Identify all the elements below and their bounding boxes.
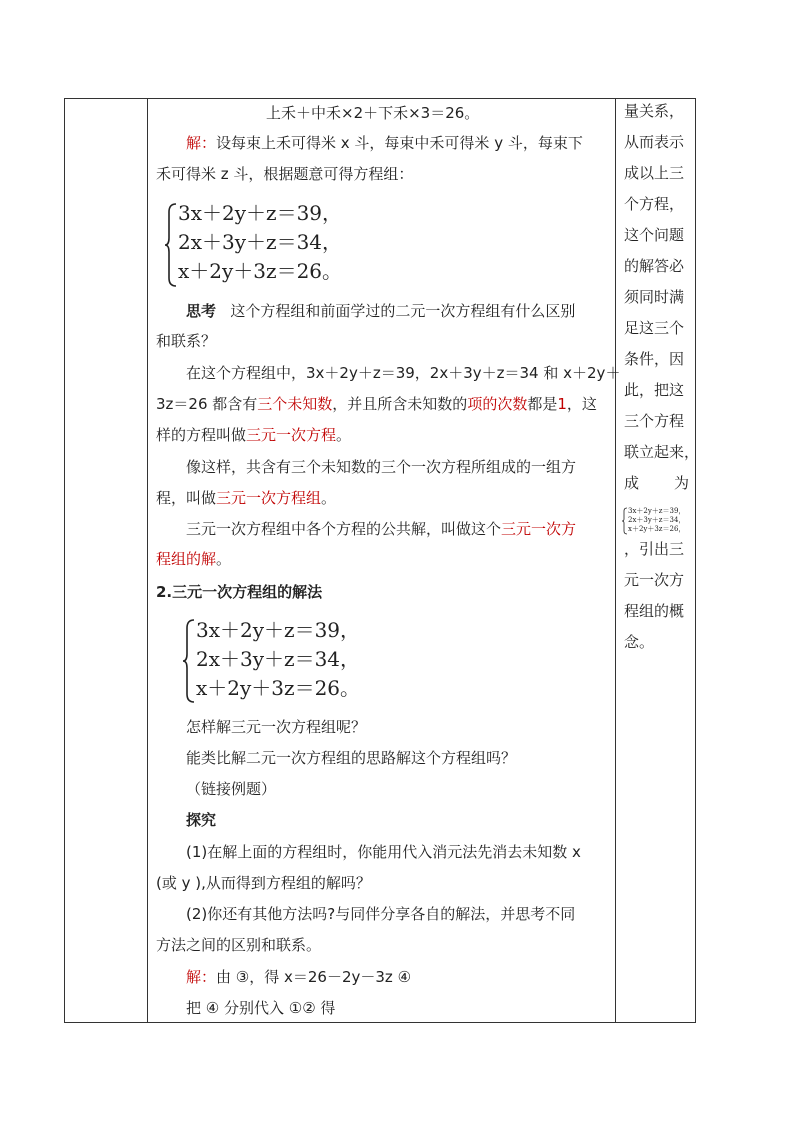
equation-line: 上禾＋中禾×2＋下禾×3＝26。	[266, 104, 480, 122]
note-line: 这个问题	[624, 226, 685, 244]
system2-eq2: 2x＋3y＋z＝34，	[196, 647, 361, 671]
explore-1-line2: (或 y ),从而得到方程组的解吗？	[156, 874, 371, 892]
solution-text: 设每束上禾可得米 x 斗，每束中禾可得米 y 斗，每束下	[216, 134, 583, 152]
para1-text: ，并且所含未知数的	[332, 395, 468, 413]
note-line: 足这三个	[624, 319, 685, 337]
notes-column	[616, 98, 700, 1023]
definition-term: 三元一次方	[501, 520, 577, 538]
highlight-term: 项的次数	[467, 395, 528, 413]
para2-text: 程，叫做	[156, 489, 217, 507]
definition-term: 三元一次方程组	[216, 489, 322, 507]
solution-label: 解：	[186, 968, 217, 986]
note-line: 元一次方	[624, 571, 685, 589]
note-line: 从而表示	[624, 133, 685, 151]
highlight-term: 三个未知数	[257, 395, 333, 413]
note-line: 的解答必	[624, 257, 685, 275]
mini-eq2: 2x＋3y＋z＝34，	[628, 516, 686, 524]
para1-line2	[156, 394, 597, 414]
think-text-cont: 和联系？	[156, 332, 217, 350]
para1-text: 。	[336, 426, 352, 444]
system2-eq3: x＋2y＋3z＝26。	[196, 676, 361, 700]
note-line: 成	[624, 474, 640, 492]
para2-line1: 像这样，共含有三个未知数的三个一次方程所组成的一组方	[186, 458, 577, 476]
para1-line3	[156, 425, 351, 445]
note-line: 条件，因	[624, 350, 685, 368]
system1-eq2: 2x＋3y＋z＝34，	[178, 230, 343, 254]
think-paragraph	[186, 301, 575, 321]
note-line: 量关系，	[624, 102, 685, 120]
main-column	[148, 98, 621, 1023]
para3-text: 三元一次方程组中各个方程的公共解，叫做这个	[186, 520, 502, 538]
explore-2-line1: (2)你还有其他方法吗?与同伴分享各自的解法，并思考不同	[186, 905, 576, 923]
highlight-term: 1	[557, 395, 567, 413]
example-link[interactable]: （链接例题）	[186, 780, 277, 798]
para1-text: 3z＝26 都含有	[156, 395, 258, 413]
note-line: 三个方程	[624, 412, 685, 430]
solution-text-cont: 禾可得米 z 斗，根据题意可得方程组：	[156, 165, 414, 183]
para1-text: ，这	[566, 395, 597, 413]
think-label: 思考	[186, 302, 217, 320]
para3-text: 。	[216, 550, 232, 568]
brace-icon	[164, 202, 178, 288]
solution-step-2: 把 ④ 分别代入 ①② 得	[186, 999, 336, 1017]
system1-eq1: 3x＋2y＋z＝39，	[178, 201, 343, 225]
note-line: 程组的概	[624, 602, 685, 620]
system2-eq1: 3x＋2y＋z＝39，	[196, 618, 361, 642]
note-line: 须同时满	[624, 288, 685, 306]
note-line: 念。	[624, 633, 655, 651]
note-line: ，引出三	[624, 540, 685, 558]
explore-1-line1: (1)在解上面的方程组时，你能用代入消元法先消去未知数 x	[186, 843, 581, 861]
note-line: 联立起来，	[624, 443, 700, 461]
system1-eq3: x＋2y＋3z＝26。	[178, 259, 343, 283]
solution-label: 解：	[186, 134, 217, 152]
note-line: 为	[674, 474, 690, 492]
para1-text: 样的方程叫做	[156, 426, 247, 444]
solution-intro	[186, 133, 583, 153]
definition-term: 三元一次方程	[246, 426, 337, 444]
solution-step-text: 由 ③，得 x＝26－2y－3z ④	[216, 968, 412, 986]
para3-line2	[156, 549, 231, 569]
definition-term: 程组的解	[156, 550, 217, 568]
brace-icon	[182, 618, 196, 704]
explore-2-line2: 方法之间的区别和联系。	[156, 936, 322, 954]
mini-eq3: x＋2y＋3z＝26，	[628, 525, 686, 533]
note-line: 个方程，	[624, 195, 685, 213]
question-2: 能类比解二元一次方程组的思路解这个方程组吗？	[186, 749, 517, 767]
para1-text: 都是	[527, 395, 558, 413]
para1-line1: 在这个方程组中，3x＋2y＋z＝39，2x＋3y＋z＝34 和 x＋2y＋	[186, 364, 621, 382]
think-text: 这个方程组和前面学过的二元一次方程组有什么区别	[230, 302, 576, 320]
question-1: 怎样解三元一次方程组呢？	[186, 718, 367, 736]
mini-eq1: 3x＋2y＋z＝39，	[628, 507, 686, 515]
para3-line1	[186, 519, 576, 539]
note-line: 此，把这	[624, 381, 685, 399]
explore-heading: 探究	[186, 811, 217, 829]
note-line: 成以上三	[624, 164, 685, 182]
solution-step-1	[186, 967, 411, 987]
para2-line2	[156, 488, 336, 508]
section-heading: 2.三元一次方程组的解法	[156, 583, 323, 601]
para2-text: 。	[321, 489, 337, 507]
